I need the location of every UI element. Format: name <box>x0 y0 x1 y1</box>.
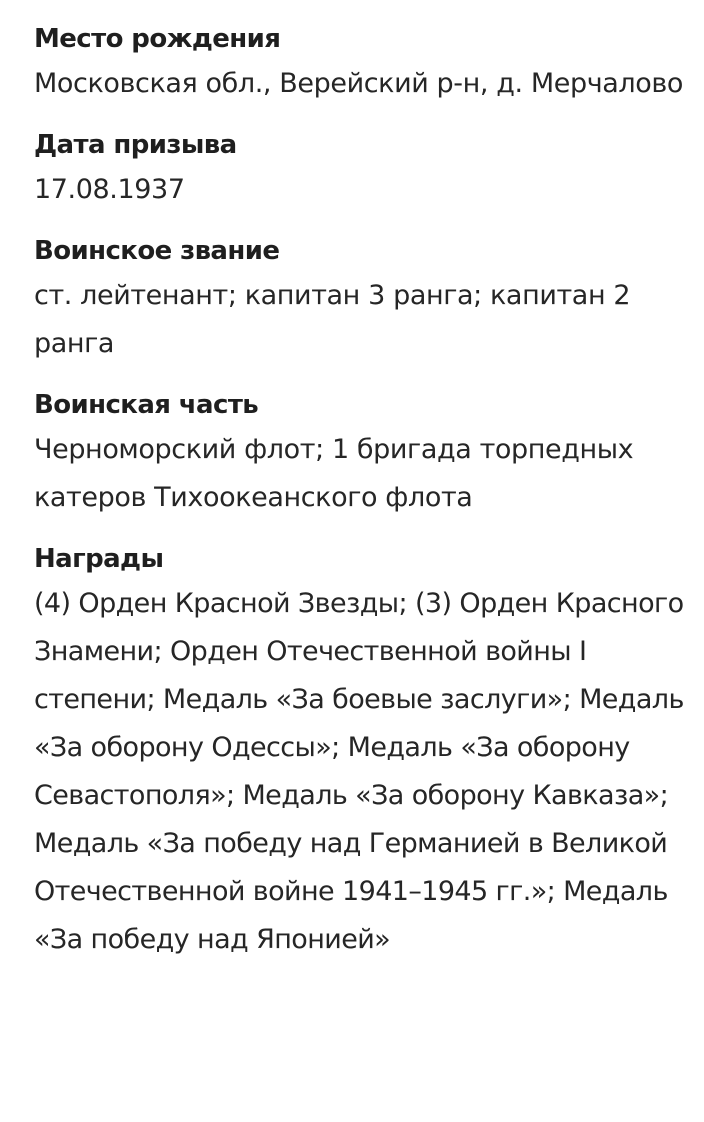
field-birthplace <box>34 18 694 108</box>
military-rank-value: ст. лейтенант; капитан 3 ранга; капитан 2 ранга <box>34 280 631 359</box>
military-rank-label: Воинское звание <box>34 236 280 266</box>
service-record <box>34 18 694 980</box>
awards-value: (4) Орден Красной Звезды; (3) Орден Красного Знамени; Орден Отечественной войны I степени; Медаль «За боевые заслуги»; Медаль «За оборону Одессы»; Медаль «За оборону Севастополя»; Медаль «За оборону Кавказа»; Медаль «За победу над Германией в Великой Отечественной войне 1941–1945 гг.»; Медаль «За победу над Японией» <box>34 588 684 955</box>
field-awards <box>34 538 694 964</box>
conscription-date-value: 17.08.1937 <box>34 174 185 205</box>
awards-label: Награды <box>34 544 164 574</box>
conscription-date-label: Дата призыва <box>34 130 237 160</box>
military-unit-label: Воинская часть <box>34 390 259 420</box>
field-military-unit <box>34 384 694 522</box>
military-unit-value: Черноморский флот; 1 бригада торпедных катеров Тихоокеанского флота <box>34 434 634 513</box>
birthplace-value: Московская обл., Верейский р-н, д. Мерчалово <box>34 68 684 99</box>
field-conscription-date <box>34 124 694 214</box>
field-military-rank <box>34 230 694 368</box>
birthplace-label: Место рождения <box>34 24 281 54</box>
